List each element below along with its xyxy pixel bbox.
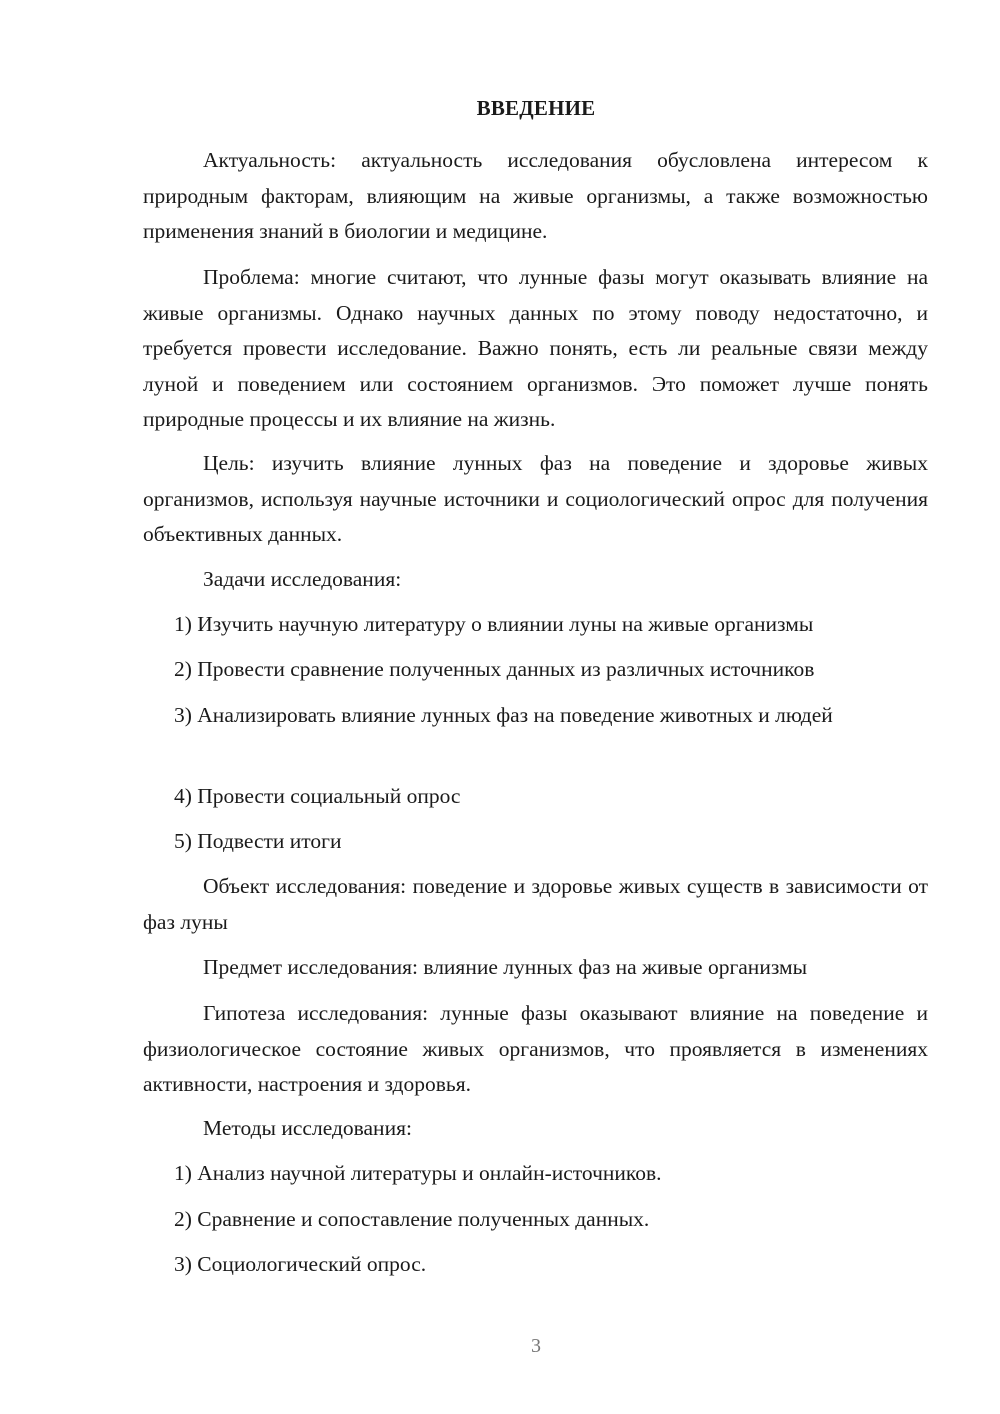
task-item-5: 5) Подвести итоги (174, 829, 342, 853)
method-item-1: 1) Анализ научной литературы и онлайн-источников. (174, 1161, 662, 1185)
methods-heading: Методы исследования: (203, 1116, 412, 1140)
task-item-1: 1) Изучить научную литературу о влиянии луны на живые организмы (174, 612, 814, 636)
object-paragraph: Объект исследования: поведение и здоровье живых существ в зависимости от фаз луны (143, 874, 928, 934)
page-number: 3 (531, 1335, 541, 1357)
page-title: ВВЕДЕНИЕ (476, 96, 596, 120)
problem-paragraph: Проблема: многие считают, что лунные фазы могут оказывать влияние на живые организмы. Однако научных данных по этому поводу недостаточно, и требуется провести исследование. Важно понять, есть ли реальные связи между луной и поведением или состоянием организмов. Это поможет лучше понять природные процессы и их влияние на жизнь. (143, 265, 928, 431)
tasks-heading: Задачи исследования: (203, 567, 402, 591)
task-item-2: 2) Провести сравнение полученных данных из различных источников (174, 657, 815, 681)
goal-paragraph: Цель: изучить влияние лунных фаз на поведение и здоровье живых организмов, используя научные источники и социологический опрос для получения объективных данных. (143, 451, 928, 546)
task-item-4: 4) Провести социальный опрос (174, 784, 461, 808)
relevance-paragraph: Актуальность: актуальность исследования обусловлена интересом к природным факторам, влияющим на живые организмы, а также возможностью применения знаний в биологии и медицине. (143, 148, 928, 243)
hypothesis-paragraph: Гипотеза исследования: лунные фазы оказывают влияние на поведение и физиологическое состояние живых организмов, что проявляется в изменениях активности, настроения и здоровья. (143, 1001, 928, 1096)
method-item-3: 3) Социологический опрос. (174, 1252, 427, 1276)
method-item-2: 2) Сравнение и сопоставление полученных данных. (174, 1207, 650, 1231)
subject-paragraph: Предмет исследования: влияние лунных фаз на живые организмы (203, 955, 808, 979)
task-item-3: 3) Анализировать влияние лунных фаз на поведение животных и людей (174, 703, 833, 727)
